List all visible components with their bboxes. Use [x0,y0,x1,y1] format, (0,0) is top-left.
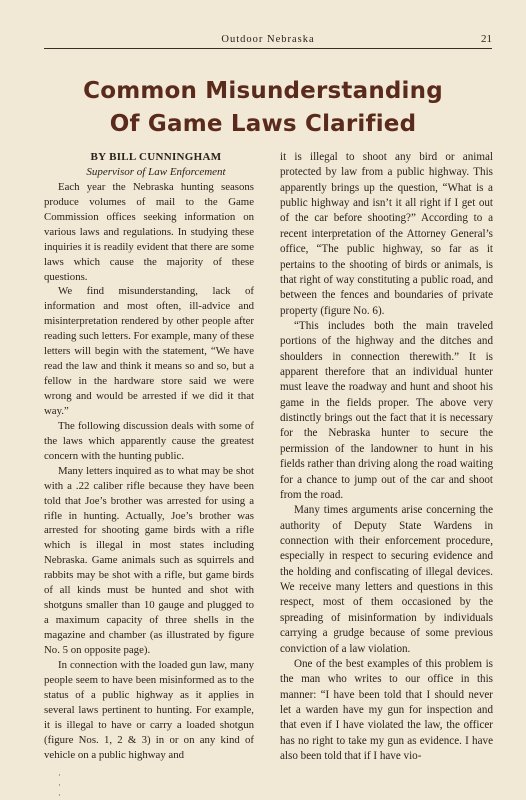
byline-role: Supervisor of Law Enforcement [86,165,226,178]
byline: BY BILL CUNNINGHAM [90,151,222,163]
headline-line-1: Common Misunderstanding [83,78,443,104]
article-headline [0,75,526,141]
left-column [44,150,254,762]
paragraph: The following discussion deals with some of the laws which apparently cause the greatest concern with the hunting public. [44,419,254,462]
paragraph: “This includes both the main traveled portions of the highway and the ditches and shoulders in connection therewith.” It is apparent therefore that an individual hunter must leave the roadway and hunt and shoot his game in the fields proper. The above very distinctly brings out the fact that it is necessary for the Nebraska hunter to secure the permission of the landowner to hunt in his fields rather than driving along the road waiting for a chance to jump out of the car and shoot from the road. [280,319,493,501]
running-head [44,34,492,49]
paragraph: Many letters inquired as to what may be shot with a .22 caliber rifle because they have been told that Joe’s brother was arrested for using a rifle in hunting. Actually, Joe’s brother was arrested for shooting game birds with a rifle which is illegal in most states including Nebraska. Game animals such as squirrels and rabbits may be shot with a rifle, but game birds of all kinds must be hunted and shot with shotguns smaller than 10 gauge and plugged to a maximum capacity of three shells in the magazine and chamber (as illustrated by figure No. 5 on opposite page). [44,464,254,656]
paragraph: Many times arguments arise concerning the authority of Deputy State Wardens in connection with their enforcement procedure, especially in respect to securing evidence and the holding and confiscating of illegal devices. We receive many letters and questions in this respect, most of them occasioned by the spreading of misinformation by individuals carrying a grudge because of some previous conviction of a law violation. [280,504,493,655]
paragraph: Each year the Nebraska hunting seasons produce volumes of mail to the Game Commission offices seeking information on various laws and regulations. In studying these inquiries it is readily evident that there are some laws which cause the majority of these questions. [44,180,254,283]
paragraph: One of the best examples of this problem is the man who writes to our office in this manner: “I have been told that I should never let a warden have my gun for inspection and that even if I have violated the law, the officer has no right to take my gun as evidence. I have also been told that if I have vio- [280,657,493,763]
paragraph: We find misunderstanding, lack of information and most often, ill-advice and misinterpretation rendered by other people after reading such letters. For example, many of these letters will begin with the statement, “We have read the law and think it means so and so, but a fellow in the hardware store said we were wrong and would be arrested if we did it that way.” [44,285,254,417]
paragraph: it is illegal to shoot any bird or animal protected by law from a public highway. This apparently brings up the question, “What is a public highway and isn’t it all right if I get out of the car before shooting?” According to a recent interpretation of the Attorney General’s office, “The public highway, so far as it pertains to the shooting of birds or animals, is that right of way constituting a public road, and between the fences and boundaries of private property (figure No. 6). [280,151,493,317]
magazine-title: Outdoor Nebraska [221,34,315,45]
page-number: 21 [481,33,492,45]
headline-line-2: Of Game Laws Clarified [109,111,417,137]
page-margin-marks: · · · [58,770,61,800]
paragraph: In connection with the loaded gun law, many people seem to have been misinformed as to the status of a public highway as it applies in several laws pertinent to hunting. For example, it is illegal to have or carry a loaded shotgun (figure Nos. 1, 2 & 3) in or on any kind of vehicle on a public highway and [44,658,254,761]
right-column [280,150,493,764]
